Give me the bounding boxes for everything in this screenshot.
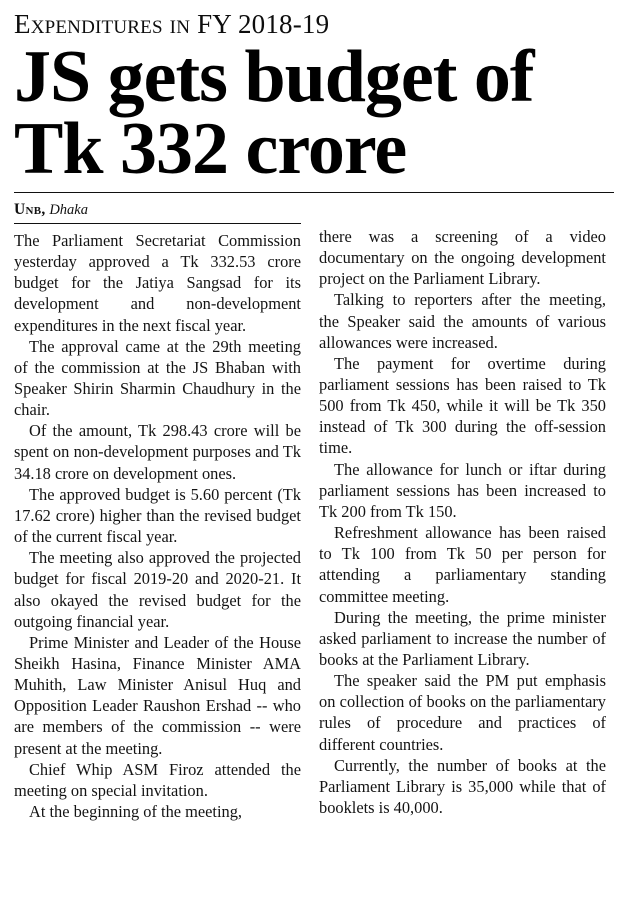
paragraph: Currently, the number of books at the Parliament Library is 35,000 while that of booklets is 40,000. xyxy=(319,755,606,818)
left-column xyxy=(14,199,301,871)
column-top-spacer xyxy=(319,199,606,226)
byline-agency: Unb, xyxy=(14,200,46,218)
byline-city: Dhaka xyxy=(49,201,88,218)
paragraph: The approved budget is 5.60 percent (Tk 17.62 crore) higher than the revised budget of the current fiscal year. xyxy=(14,484,301,547)
article-headline xyxy=(14,36,614,191)
right-column xyxy=(319,199,606,871)
header-divider xyxy=(14,192,614,193)
article-body-columns xyxy=(14,199,614,871)
paragraph: The meeting also approved the projected budget for fiscal 2019-20 and 2020-21. It also okayed the revised budget for the outgoing financial year. xyxy=(14,548,301,631)
byline xyxy=(14,201,301,219)
headline-line-2: Tk 332 crore xyxy=(14,108,407,191)
paragraph: Refreshment allowance has been raised to Tk 100 from Tk 50 per person for attending a parliamentary standing committee meeting. xyxy=(319,523,606,606)
paragraph: Chief Whip ASM Firoz attended the meeting on special invitation. xyxy=(14,759,301,800)
paragraph: Of the amount, Tk 298.43 crore will be spent on non-development purposes and Tk 34.18 crore on development ones. xyxy=(14,421,301,483)
paragraph: The approval came at the 29th meeting of the commission at the JS Bhaban with Speaker Shirin Sharmin Chaudhury in the chair. xyxy=(14,336,301,420)
article-kicker: Expenditures in FY 2018-19 xyxy=(14,9,330,39)
paragraph: Talking to reporters after the meeting, the Speaker said the amounts of various allowances were increased. xyxy=(319,290,606,352)
paragraph: During the meeting, the prime minister asked parliament to increase the number of books at the Parliament Library. xyxy=(319,607,606,669)
paragraph: The allowance for lunch or iftar during parliament sessions has been increased to Tk 200 from Tk 150. xyxy=(319,459,606,521)
paragraph: The Parliament Secretariat Commission yesterday approved a Tk 332.53 crore budget for the Jatiya Sangsad for its development and non-development expenditures in the next fiscal year. xyxy=(14,230,301,335)
paragraph: The speaker said the PM put emphasis on collection of books on the parliamentary rules of procedure and practices of different countries. xyxy=(319,671,606,754)
paragraph: At the beginning of the meeting, xyxy=(29,802,243,822)
paragraph: Prime Minister and Leader of the House Sheikh Hasina, Finance Minister AMA Muhith, Law Minister Anisul Huq and Opposition Leader Raushon Ershad -- who are members of the commission -- were present at the meeting. xyxy=(14,632,301,758)
paragraph: The payment for overtime during parliament sessions has been raised to Tk 500 from Tk 450, while it will be Tk 350 instead of Tk 300 during the off-session time. xyxy=(319,353,606,458)
byline-divider xyxy=(14,223,301,224)
headline-line-1: JS gets budget of xyxy=(14,36,534,119)
paragraph: there was a screening of a video documentary on the ongoing development project on the Parliament Library. xyxy=(319,226,606,289)
